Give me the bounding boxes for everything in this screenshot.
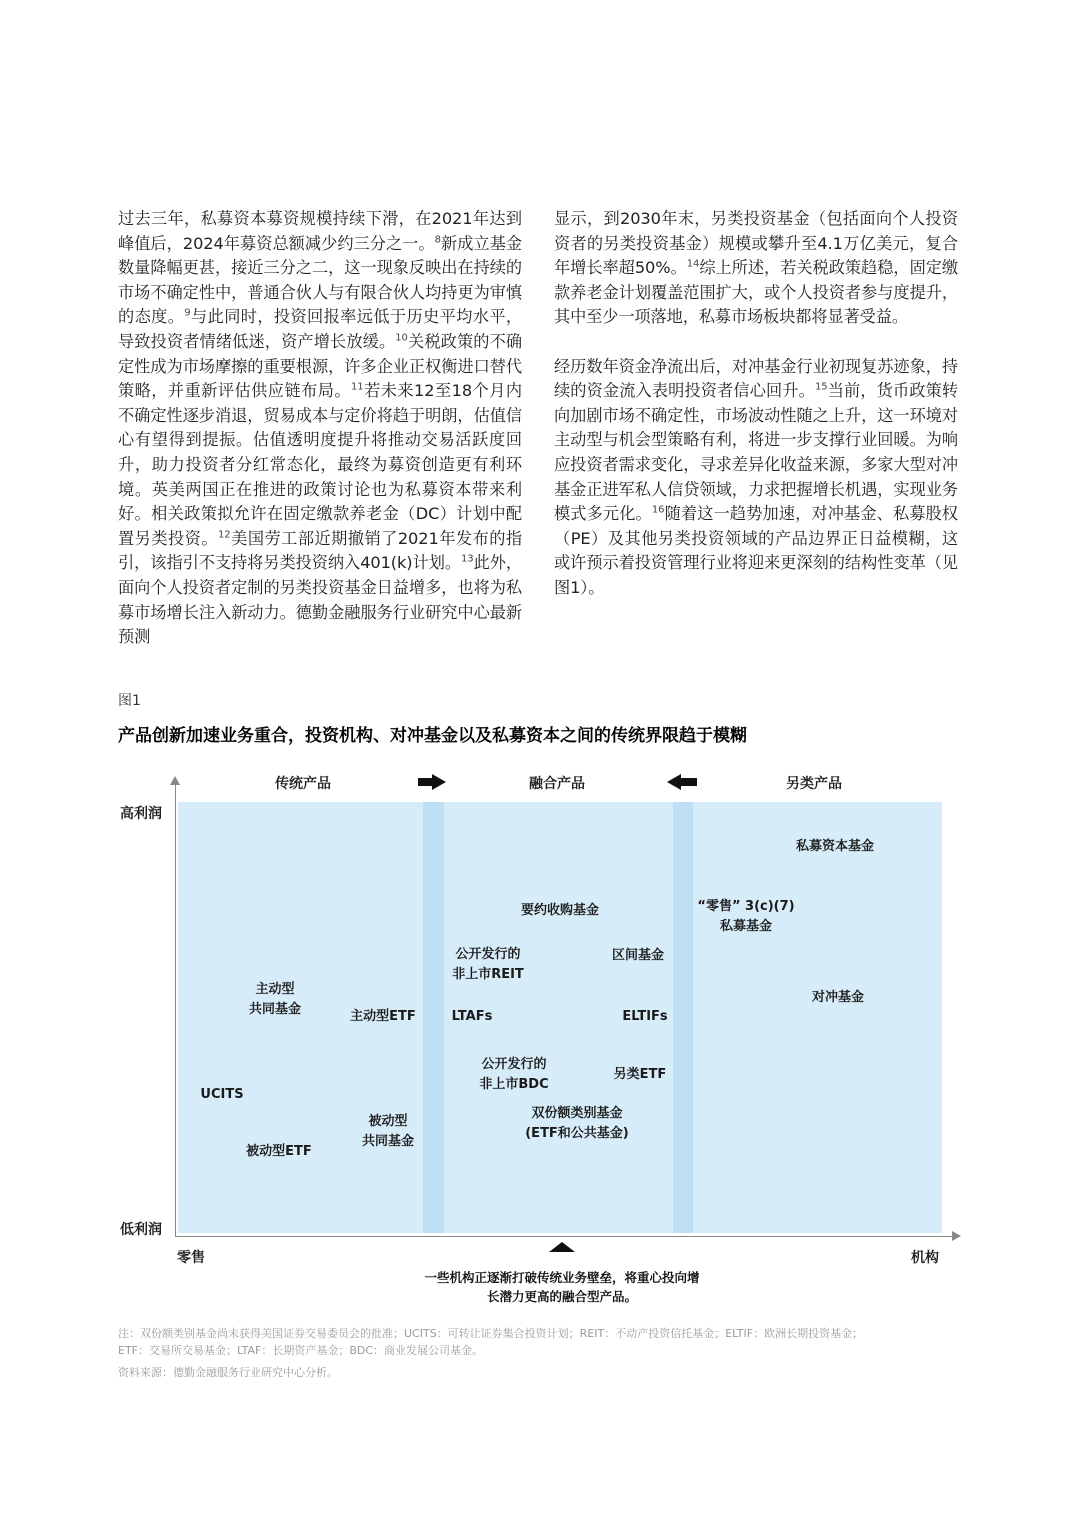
body-text: 到峰值后，2024年募资总额减少约三分之一。 (118, 209, 522, 253)
body-column-right (554, 207, 958, 601)
y-axis-arrowhead (170, 776, 180, 785)
item-eltifs (622, 1007, 667, 1027)
body-text: 长注入新动力。德勤金融服务行业研究中心最新预测 (118, 602, 522, 647)
body-text: 的政策讨论也为私募资本带来利好。相关政策拟允许 (118, 479, 522, 524)
item-label-line: “零售” 3(c)(7) (697, 899, 795, 914)
body-paragraph (554, 355, 958, 601)
header-converged: 融合产品 (529, 776, 585, 792)
note-line-1: 注：双份额类别基金尚未获得美国证券交易委员会的批准；UCITS：可转让证券集合投资计划；REIT：不动产投资信托基金；ELTIF：欧洲长期投资基金； (118, 1327, 864, 1340)
footnote-ref: 9 (184, 307, 191, 319)
item-label-line: 非上市BDC (479, 1077, 549, 1092)
product-landscape-diagram (0, 770, 1080, 1310)
body-text: 企业正权衡进口替代策略，并重新评估供应链布局。 (118, 356, 522, 401)
item-label-line: 被动型 (368, 1114, 408, 1129)
source-line: 资料来源：德勤金融服务行业研究中心分析。 (118, 1366, 338, 1379)
footnote-ref: 16 (651, 504, 665, 516)
body-text: 关税政策的不确定性成为市场摩擦的重要根源，许多 (118, 331, 522, 376)
x-label-retail: 零售 (177, 1250, 205, 1266)
item-label-line: 共同基金 (361, 1134, 415, 1149)
body-text: 化，最终为募资创造更有利环境。英美两国正在推进 (118, 454, 523, 499)
boundary-band-right (673, 802, 693, 1233)
item-label-line: LTAFs (451, 1009, 493, 1024)
body-text: 象，持续的资金流入表明投资者信心回升。 (554, 356, 958, 401)
body-text: 固定缴款养老金计划覆盖范围扩大，或个人投资者参 (554, 258, 958, 302)
item-label-line: 共同基金 (248, 1002, 302, 1017)
item-label-line: 公开发行的 (481, 1057, 547, 1072)
body-text: 管理行业将迎来更深刻的结构性变革（见图1）。 (554, 553, 958, 597)
body-text: 显示，到2030年末，另类投资基金（包括面向个人投资 (554, 209, 958, 228)
note-line-2: ETF：交易所交易基金；LTAF：长期资产基金；BDC：商业发展公司基金。 (118, 1344, 484, 1357)
body-text: 著受益。 (843, 307, 908, 327)
body-text: 货币政策转向加剧市场不确定性，市场波动性随之上 (554, 381, 959, 425)
body-text: 与此同时，投资回报率远低于历 (190, 307, 424, 327)
body-text: 经历数年资金净流出后，对冲基金行业初现复苏迹 (554, 356, 910, 376)
item-label-line: 另类ETF (613, 1067, 667, 1082)
arrow-right-icon (418, 775, 448, 789)
x-axis (175, 1236, 954, 1237)
item-label-line: ELTIFs (622, 1009, 668, 1024)
body-text: 基金数量降幅更甚，接近三分之二，这一现象反映出 (118, 233, 522, 278)
body-text: 综上所述，若关税政策趋稳， (699, 258, 910, 278)
y-axis (175, 782, 176, 1236)
item-label-line: 私募资本基金 (795, 839, 875, 854)
item-dual-share-class-fund (525, 1104, 629, 1144)
item-label-line: (ETF和公共基金) (525, 1126, 629, 1141)
boundary-band-left (423, 802, 444, 1233)
body-text: 当前， (827, 381, 877, 401)
item-label-line: 主动型ETF (350, 1009, 416, 1024)
footnote-ref: 13 (461, 553, 474, 565)
item-tender-offer-fund (521, 901, 599, 921)
item-label-line: 被动型ETF (246, 1144, 312, 1159)
x-label-institutional: 机构 (911, 1250, 939, 1266)
body-text: 新成立 (440, 233, 490, 253)
body-text: 过去三年，私募资本募资规模持续下滑，在2021年达 (118, 209, 506, 228)
item-non-traded-bdc (479, 1055, 548, 1095)
footnote-ref: 8 (434, 234, 441, 246)
footnote-ref: 15 (814, 381, 828, 393)
body-text: 力求把握增长机遇，实现业务模式多元化。 (554, 479, 958, 524)
header-traditional: 传统产品 (275, 776, 331, 792)
footnote-ref: 12 (218, 529, 231, 541)
item-label-line: 私募基金 (719, 919, 772, 934)
item-label-line: 公开发行的 (455, 947, 521, 962)
item-interval-fund (612, 946, 664, 966)
x-axis-arrowhead (952, 1231, 961, 1241)
figure-label: 图1 (118, 693, 141, 709)
body-text: 收益来源，多家大型对冲基金正进军私人信贷领域， (554, 454, 958, 499)
diagram-caption: 一些机构正逐渐打破传统业务壁垒，将重心投向增长潜力更高的融合型产品。 (424, 1270, 700, 1304)
footnote-ref: 10 (395, 332, 408, 344)
body-paragraph (118, 207, 522, 650)
y-label-high: 高利润 (120, 806, 162, 822)
item-ucits (200, 1085, 243, 1105)
body-text: 持更为审慎的态度。 (118, 282, 523, 327)
item-private-capital-fund (796, 837, 874, 857)
body-paragraph (554, 207, 958, 330)
body-text: 在持续的市场不确定性中，普通合伙人与有限合伙人均 (118, 258, 522, 302)
body-text: 支撑行业回暖。为响应投资者需求变化，寻求差异化 (554, 430, 958, 474)
body-text: 度提升将推动交易活跃度回升，助力投资者分红常态 (118, 430, 522, 474)
body-text: 持将另类投资纳入401(k)计划。 (231, 553, 462, 573)
triangle-up-icon (549, 1242, 575, 1252)
item-retail-3c7-fund (697, 897, 794, 937)
body-column-left (118, 207, 522, 650)
item-passive-mutual-fund (362, 1112, 414, 1152)
arrow-left-icon (667, 775, 697, 789)
item-passive-etf (246, 1142, 312, 1162)
item-alternative-etf (614, 1065, 667, 1085)
body-text: 此外，面向个人投资 (118, 553, 522, 597)
item-hedge-fund (812, 988, 864, 1008)
item-ltafs (452, 1007, 493, 1027)
item-label-line: 主动型 (255, 982, 295, 997)
body-text: 升，这一环境对主动型与机会型策略有利，将进一步 (554, 405, 958, 450)
item-label-line: 双份额类别基金 (531, 1106, 623, 1121)
body-text: 资者的另类投资基金）规模或攀升至4.1万亿美元，复 (554, 233, 942, 253)
item-label-line: 非上市REIT (452, 967, 524, 982)
body-text: 定价将趋于明朗，估值信心有望得到提振。估值透明 (118, 405, 522, 450)
item-label-line: UCITS (200, 1087, 244, 1102)
item-active-mutual-fund (249, 980, 301, 1020)
body-text: 在固定缴款养老金（DC）计划中配置另类投资。 (118, 504, 522, 548)
footnote-ref: 14 (686, 258, 700, 270)
y-label-low: 低利润 (120, 1222, 162, 1238)
body-text: 与度提升，其中至少一项落地，私募市场板块都将显 (554, 282, 959, 327)
item-non-traded-reit (452, 945, 524, 985)
body-text: 投资领域的产品边界正日益模糊，这或许预示着投资 (554, 528, 958, 573)
alternative-zone (693, 802, 942, 1233)
body-text: 合年增长率超50%。 (554, 233, 958, 278)
item-label-line: 区间基金 (611, 948, 665, 963)
item-label-line: 对冲基金 (811, 990, 865, 1005)
figure-title: 产品创新加速业务重合，投资机构、对冲基金以及私募资本之间的传统界限趋于模糊 (118, 726, 747, 746)
body-text: 若未来12至18个月内不确定性逐步消退，贸易成本与 (118, 381, 522, 425)
header-alternative: 另类产品 (786, 776, 842, 792)
body-text: 史平均水平，导致投资者情绪低迷，资产增长放缓。 (118, 307, 522, 351)
footnote-ref: 11 (351, 381, 364, 393)
item-label-line: 要约收购基金 (520, 903, 600, 918)
body-text: 一趋势加速，对冲基金、私募股权（PE）及其他另类 (554, 504, 959, 548)
body-text: 者定制的另类投资基金日益增多，也将为私募市场增 (118, 577, 522, 622)
item-active-etf (350, 1007, 416, 1027)
body-text: 美 (230, 528, 248, 548)
body-text: 随着这 (664, 504, 714, 524)
body-text: 国劳工部近期撤销了2021年发布的指引，该指引不支 (118, 528, 523, 573)
